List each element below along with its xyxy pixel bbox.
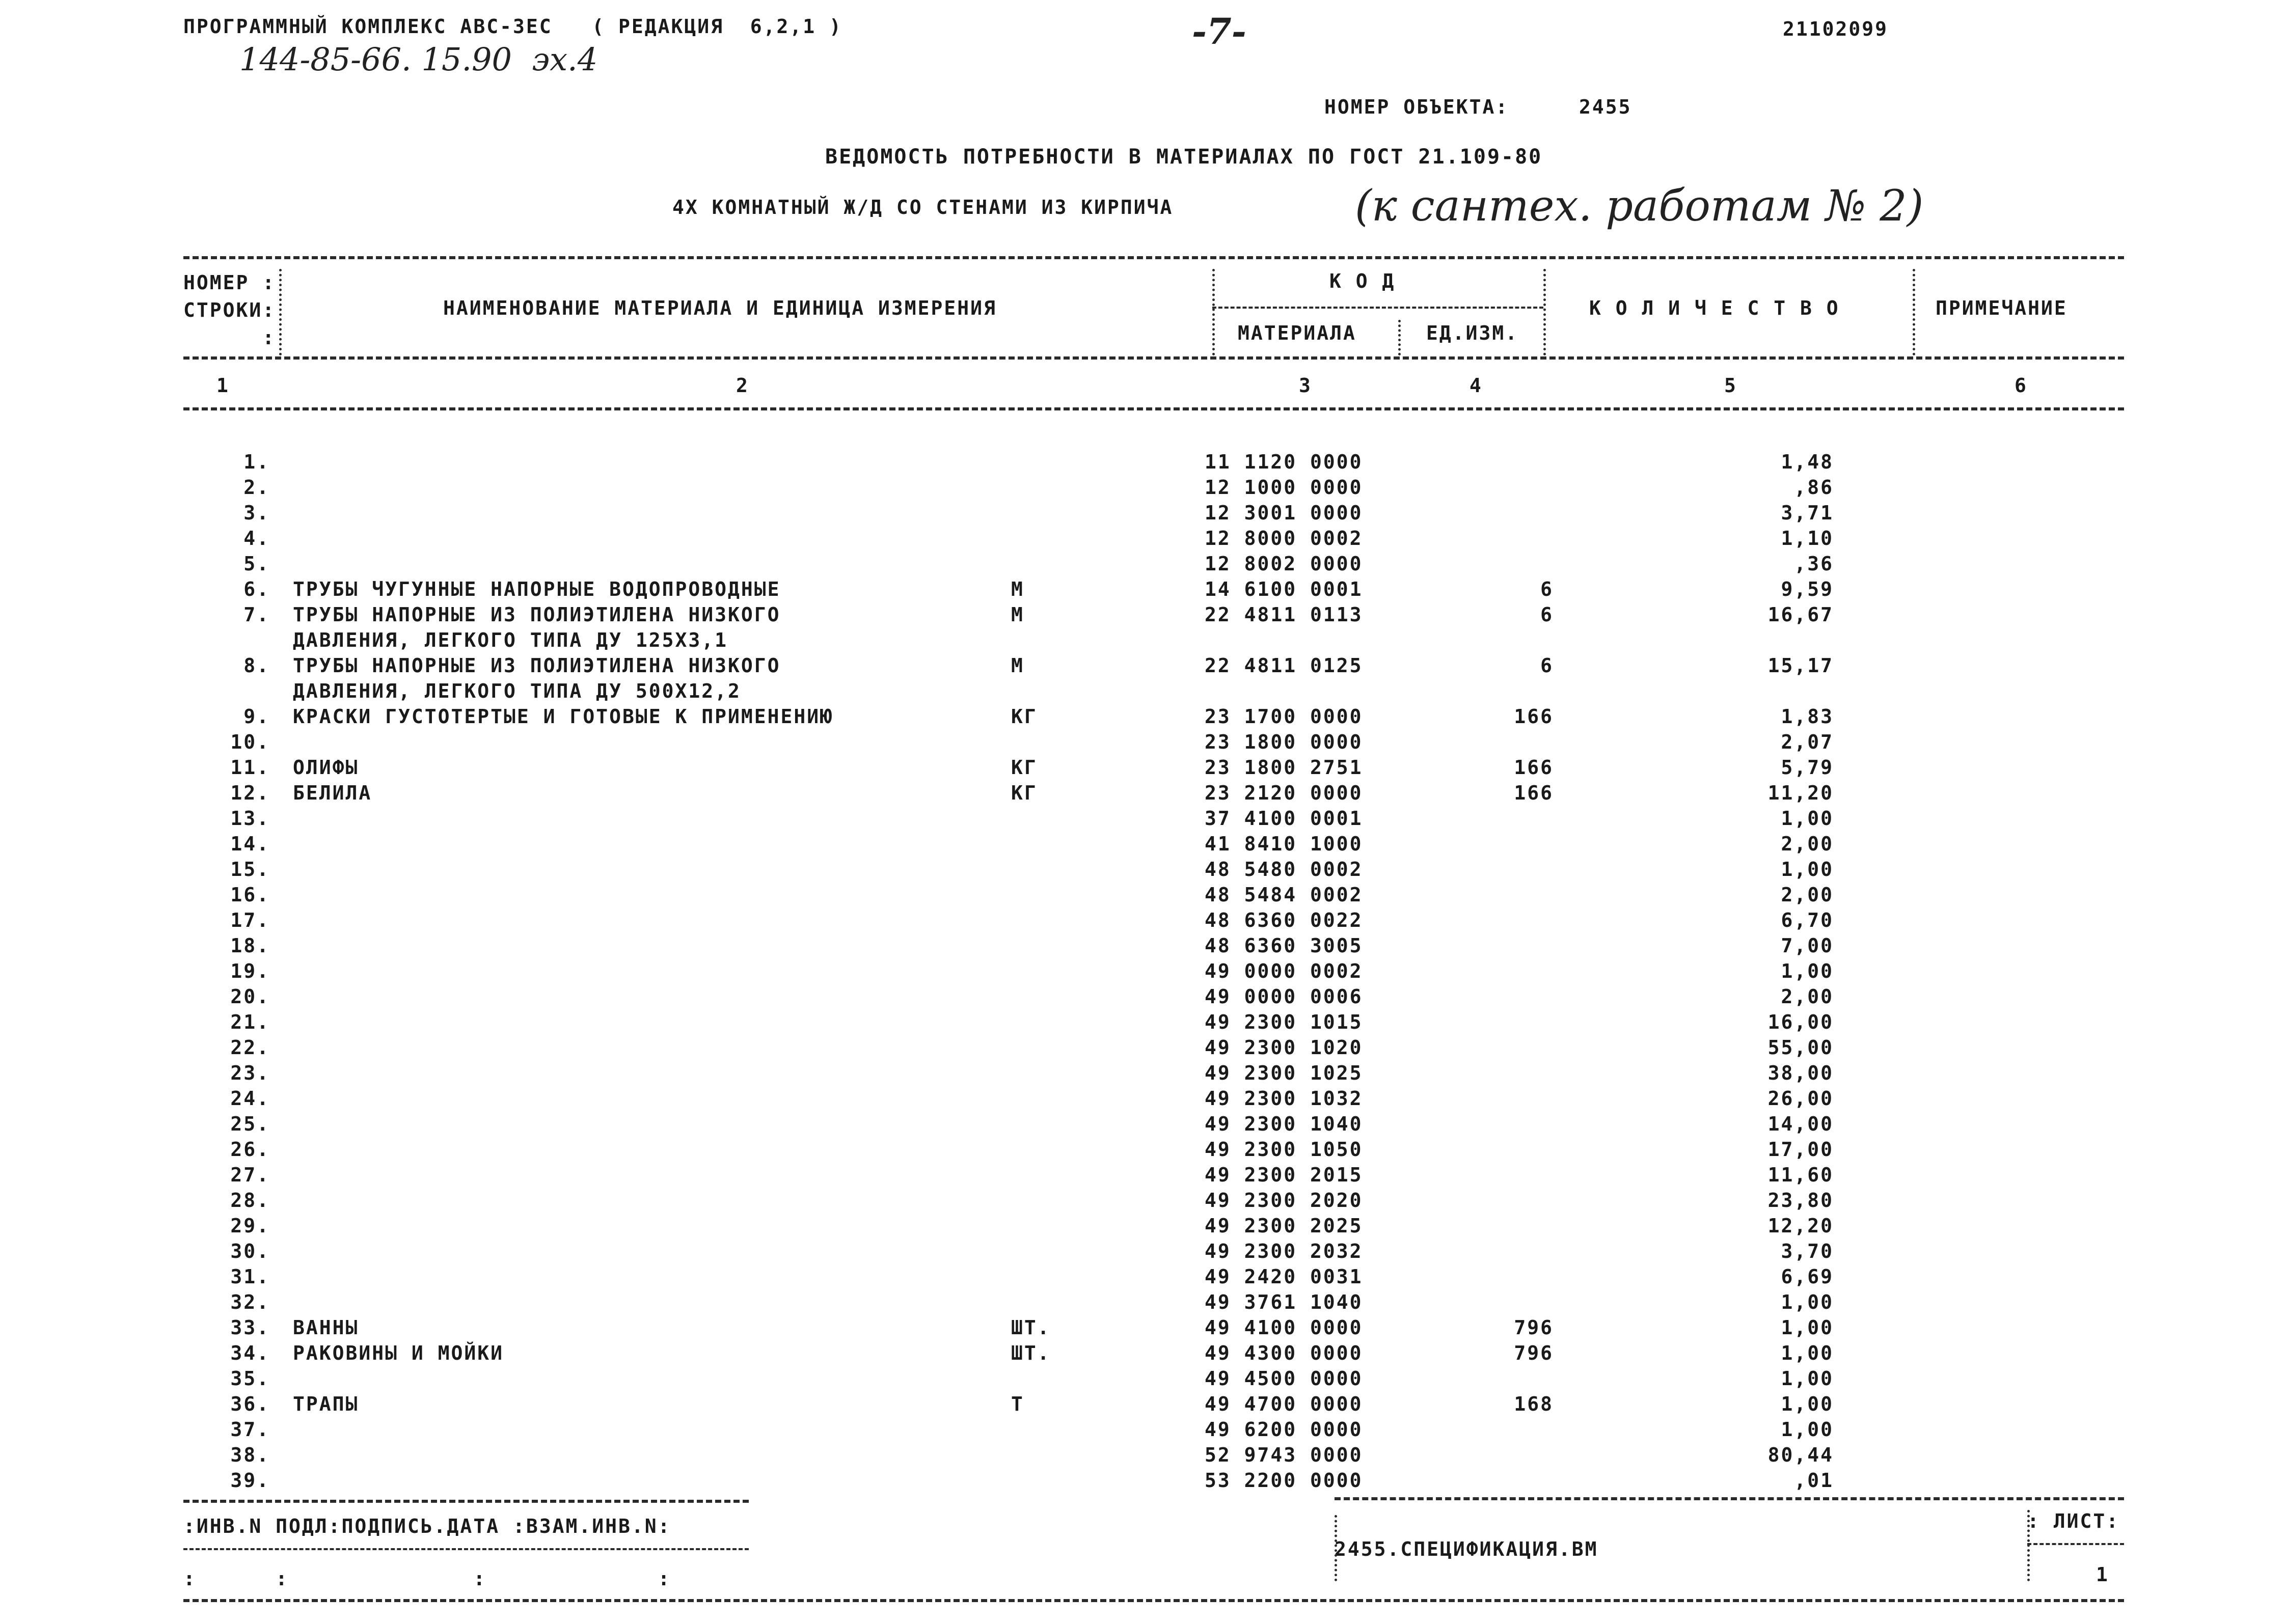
- document-code: 21102099: [1783, 18, 1889, 40]
- material-code: 23 1700 0000: [1205, 705, 1363, 728]
- col-number-1: 1: [216, 374, 230, 397]
- col-sep-code: [1398, 320, 1401, 355]
- sheet-label: : ЛИСТ:: [2027, 1510, 2120, 1532]
- material-code: 49 3761 1040: [1205, 1291, 1363, 1313]
- quantity: 1,00: [1781, 1316, 1834, 1339]
- row-number: 26.: [230, 1138, 270, 1161]
- quantity: 16,67: [1767, 603, 1834, 626]
- table-row: [0, 1342, 2286, 1367]
- quantity: 6,70: [1781, 909, 1834, 931]
- material-code: 49 4700 0000: [1205, 1393, 1363, 1415]
- unit-code: 6: [1540, 578, 1554, 600]
- table-row: [0, 1291, 2286, 1316]
- unit: КГ: [1011, 705, 1038, 728]
- unit-code: 166: [1514, 705, 1554, 728]
- table-top-rule: [183, 256, 2124, 259]
- material-code: 49 2300 2025: [1205, 1215, 1363, 1237]
- row-number: 31.: [230, 1265, 270, 1288]
- quantity: 1,10: [1781, 527, 1834, 549]
- table-row: [0, 1087, 2286, 1113]
- quantity: 11,20: [1767, 782, 1834, 804]
- row-number: 16.: [230, 884, 270, 906]
- unit: М: [1011, 654, 1024, 677]
- material-name-continued: ДАВЛЕНИЯ, ЛЕГКОГО ТИПА ДУ 500Х12,2: [293, 680, 741, 702]
- quantity: ,36: [1794, 553, 1834, 575]
- unit-code: 166: [1514, 782, 1554, 804]
- row-number: 6.: [243, 578, 270, 600]
- table-row: [0, 807, 2286, 833]
- material-code: 49 2300 2020: [1205, 1189, 1363, 1212]
- program-line: ПРОГРАММНЫЙ КОМПЛЕКС АВС-3ЕС ( РЕДАКЦИЯ 6,2,1 ): [183, 15, 842, 38]
- material-code: 49 2300 1032: [1205, 1087, 1363, 1110]
- table-bottom-rule: [1335, 1497, 2124, 1500]
- quantity: 2,00: [1781, 985, 1834, 1008]
- page-mark: -7-: [1192, 10, 1246, 52]
- row-number: 19.: [230, 960, 270, 982]
- quantity: 14,00: [1767, 1113, 1834, 1135]
- row-number: 28.: [230, 1189, 270, 1212]
- row-number: 21.: [230, 1011, 270, 1033]
- row-number: 12.: [230, 782, 270, 804]
- handwritten-note: (к сантех. работам № 2): [1355, 181, 1924, 231]
- row-number: 37.: [230, 1418, 270, 1441]
- quantity: 1,00: [1781, 807, 1834, 830]
- material-code: 49 2300 1040: [1205, 1113, 1363, 1135]
- table-row: [0, 960, 2286, 985]
- unit: КГ: [1011, 782, 1038, 804]
- unit-code: 6: [1540, 603, 1554, 626]
- row-number: 13.: [230, 807, 270, 830]
- material-code: 12 8002 0000: [1205, 553, 1363, 575]
- quantity: 1,00: [1781, 1367, 1834, 1390]
- quantity: ,01: [1794, 1469, 1834, 1492]
- row-number: 4.: [243, 527, 270, 549]
- table-row: [0, 603, 2286, 651]
- material-code: 37 4100 0001: [1205, 807, 1363, 830]
- quantity: 1,83: [1781, 705, 1834, 728]
- header-rule: [183, 356, 2124, 360]
- table-row: [0, 833, 2286, 858]
- quantity: 3,70: [1781, 1240, 1834, 1262]
- row-number: 32.: [230, 1291, 270, 1313]
- material-code: 52 9743 0000: [1205, 1444, 1363, 1466]
- quantity: 3,71: [1781, 502, 1834, 524]
- material-code: 49 2300 1050: [1205, 1138, 1363, 1161]
- unit-code: 796: [1514, 1316, 1554, 1339]
- header-code: К О Д: [1329, 270, 1396, 292]
- code-subheader-rule: [1212, 307, 1543, 309]
- row-number: 29.: [230, 1215, 270, 1237]
- quantity: 7,00: [1781, 934, 1834, 957]
- unit-code: 6: [1540, 654, 1554, 677]
- quantity: 9,59: [1781, 578, 1834, 600]
- material-name: РАКОВИНЫ И МОЙКИ: [293, 1342, 504, 1364]
- material-name: БЕЛИЛА: [293, 782, 372, 804]
- row-number: 2.: [243, 476, 270, 499]
- table-row: [0, 909, 2286, 934]
- material-code: 49 2300 2015: [1205, 1164, 1363, 1186]
- sheet-rule: [2027, 1543, 2124, 1545]
- col-sep-4: [1913, 269, 1915, 355]
- table-row: [0, 731, 2286, 756]
- table-row: [0, 1265, 2286, 1291]
- quantity: 16,00: [1767, 1011, 1834, 1033]
- quantity: 6,69: [1781, 1265, 1834, 1288]
- material-code: 23 2120 0000: [1205, 782, 1363, 804]
- row-number: 24.: [230, 1087, 270, 1110]
- row-number: 23.: [230, 1062, 270, 1084]
- col-number-3: 3: [1299, 374, 1312, 397]
- row-number: 38.: [230, 1444, 270, 1466]
- material-code: 49 2300 1015: [1205, 1011, 1363, 1033]
- table-row: [0, 1367, 2286, 1393]
- quantity: 1,00: [1781, 1418, 1834, 1441]
- table-row: [0, 1418, 2286, 1444]
- material-code: 48 5480 0002: [1205, 858, 1363, 880]
- table-row: [0, 782, 2286, 807]
- quantity: 11,60: [1767, 1164, 1834, 1186]
- material-code: 49 6200 0000: [1205, 1418, 1363, 1441]
- material-code: 49 2300 2032: [1205, 1240, 1363, 1262]
- table-row: [0, 502, 2286, 527]
- quantity: 80,44: [1767, 1444, 1834, 1466]
- quantity: 1,00: [1781, 1291, 1834, 1313]
- row-number: 25.: [230, 1113, 270, 1135]
- material-name-continued: ДАВЛЕНИЯ, ЛЕГКОГО ТИПА ДУ 125Х3,1: [293, 629, 728, 651]
- row-number: 8.: [243, 654, 270, 677]
- unit-code: 796: [1514, 1342, 1554, 1364]
- table-row: [0, 1062, 2286, 1087]
- quantity: 38,00: [1767, 1062, 1834, 1084]
- quantity: 1,00: [1781, 960, 1834, 982]
- header-note: ПРИМЕЧАНИЕ: [1936, 297, 2067, 319]
- unit: Т: [1011, 1393, 1024, 1415]
- row-number: 15.: [230, 858, 270, 880]
- col-number-4: 4: [1469, 374, 1483, 397]
- material-code: 53 2200 0000: [1205, 1469, 1363, 1492]
- quantity: 1,00: [1781, 858, 1834, 880]
- material-code: 12 1000 0000: [1205, 476, 1363, 499]
- page-bottom-rule: [183, 1599, 2124, 1602]
- header-code-unit: ЕД.ИЗМ.: [1426, 322, 1519, 344]
- table-row: [0, 1393, 2286, 1418]
- unit-code: 166: [1514, 756, 1554, 779]
- material-name: ТРАПЫ: [293, 1393, 359, 1415]
- table-row: [0, 654, 2286, 702]
- table-row: [0, 553, 2286, 578]
- handwritten-reference: 144-85-66. 15.90 эх.4: [239, 41, 598, 78]
- material-code: 22 4811 0125: [1205, 654, 1363, 677]
- material-code: 12 3001 0000: [1205, 502, 1363, 524]
- table-row: [0, 1113, 2286, 1138]
- col-sep-3: [1543, 269, 1546, 355]
- row-number: 7.: [243, 603, 270, 626]
- col-number-6: 6: [2015, 374, 2028, 397]
- material-code: 49 4500 0000: [1205, 1367, 1363, 1390]
- table-row: [0, 578, 2286, 603]
- material-code: 41 8410 1000: [1205, 833, 1363, 855]
- stamp-header: :ИНВ.N ПОДЛ:ПОДПИСЬ.ДАТА :ВЗАМ.ИНВ.N:: [183, 1515, 671, 1537]
- row-number: 14.: [230, 833, 270, 855]
- col-number-2: 2: [736, 374, 749, 397]
- table-row: [0, 934, 2286, 960]
- column-number-rule: [183, 407, 2124, 410]
- stamp-left-border: [1335, 1515, 1337, 1581]
- quantity: 2,00: [1781, 833, 1834, 855]
- quantity: 26,00: [1767, 1087, 1834, 1110]
- material-code: 48 5484 0002: [1205, 884, 1363, 906]
- material-code: 23 1800 0000: [1205, 731, 1363, 753]
- header-row-number: НОМЕР : СТРОКИ: :: [183, 271, 276, 349]
- table-row: [0, 476, 2286, 502]
- quantity: 1,48: [1781, 451, 1834, 473]
- object-number-label: НОМЕР ОБЪЕКТА:: [1324, 96, 1509, 118]
- table-row: [0, 527, 2286, 553]
- row-number: 30.: [230, 1240, 270, 1262]
- sheet-number: 1: [2096, 1563, 2109, 1586]
- material-code: 12 8000 0002: [1205, 527, 1363, 549]
- row-number: 35.: [230, 1367, 270, 1390]
- unit: ШТ.: [1011, 1342, 1051, 1364]
- material-name: КРАСКИ ГУСТОТЕРТЫЕ И ГОТОВЫЕ К ПРИМЕНЕНИЮ: [293, 705, 833, 728]
- document-subtitle: 4Х КОМНАТНЫЙ Ж/Д СО СТЕНАМИ ИЗ КИРПИЧА: [672, 196, 1174, 218]
- table-row: [0, 858, 2286, 884]
- material-name: ОЛИФЫ: [293, 756, 359, 779]
- table-row: [0, 1138, 2286, 1164]
- row-number: 36.: [230, 1393, 270, 1415]
- quantity: 5,79: [1781, 756, 1834, 779]
- material-name: ТРУБЫ ЧУГУННЫЕ НАПОРНЫЕ ВОДОПРОВОДНЫЕ: [293, 578, 781, 600]
- table-row: [0, 705, 2286, 731]
- row-number: 27.: [230, 1164, 270, 1186]
- sheet-left-border: [2027, 1510, 2030, 1581]
- col-number-5: 5: [1724, 374, 1737, 397]
- file-reference: 2455.СПЕЦИФИКАЦИЯ.ВМ: [1335, 1538, 1598, 1560]
- quantity: 1,00: [1781, 1393, 1834, 1415]
- quantity: 2,07: [1781, 731, 1834, 753]
- material-code: 49 2420 0031: [1205, 1265, 1363, 1288]
- row-number: 3.: [243, 502, 270, 524]
- row-number: 20.: [230, 985, 270, 1008]
- table-row: [0, 1444, 2286, 1469]
- table-row: [0, 985, 2286, 1011]
- material-code: 49 4100 0000: [1205, 1316, 1363, 1339]
- material-code: 48 6360 0022: [1205, 909, 1363, 931]
- table-row: [0, 1011, 2286, 1036]
- row-number: 11.: [230, 756, 270, 779]
- table-row: [0, 451, 2286, 476]
- material-code: 48 6360 3005: [1205, 934, 1363, 957]
- table-row: [0, 1215, 2286, 1240]
- material-code: 49 0000 0002: [1205, 960, 1363, 982]
- material-code: 23 1800 2751: [1205, 756, 1363, 779]
- row-number: 17.: [230, 909, 270, 931]
- table-row: [0, 1240, 2286, 1265]
- material-code: 49 4300 0000: [1205, 1342, 1363, 1364]
- quantity: 2,00: [1781, 884, 1834, 906]
- header-code-material: МАТЕРИАЛА: [1238, 322, 1356, 344]
- stamp-cells: : : : :: [183, 1567, 671, 1590]
- material-code: 49 2300 1020: [1205, 1036, 1363, 1059]
- row-number: 5.: [243, 553, 270, 575]
- table-row: [0, 1316, 2286, 1342]
- material-code: 49 0000 0006: [1205, 985, 1363, 1008]
- unit-code: 168: [1514, 1393, 1554, 1415]
- material-code: 14 6100 0001: [1205, 578, 1363, 600]
- quantity: 55,00: [1767, 1036, 1834, 1059]
- unit: М: [1011, 578, 1024, 600]
- stamp-top-rule: [183, 1500, 749, 1503]
- table-row: [0, 1469, 2286, 1495]
- material-code: 22 4811 0113: [1205, 603, 1363, 626]
- material-name: ТРУБЫ НАПОРНЫЕ ИЗ ПОЛИЭТИЛЕНА НИЗКОГО: [293, 603, 781, 626]
- header-material-name: НАИМЕНОВАНИЕ МАТЕРИАЛА И ЕДИНИЦА ИЗМЕРЕНИЯ: [443, 297, 997, 319]
- col-sep-1: [279, 269, 282, 355]
- table-row: [0, 756, 2286, 782]
- quantity: 17,00: [1767, 1138, 1834, 1161]
- row-number: 9.: [243, 705, 270, 728]
- row-number: 22.: [230, 1036, 270, 1059]
- unit: М: [1011, 603, 1024, 626]
- header-quantity: К О Л И Ч Е С Т В О: [1589, 297, 1840, 319]
- material-code: 49 2300 1025: [1205, 1062, 1363, 1084]
- quantity: 1,00: [1781, 1342, 1834, 1364]
- quantity: 12,20: [1767, 1215, 1834, 1237]
- table-row: [0, 1036, 2286, 1062]
- unit: КГ: [1011, 756, 1038, 779]
- material-name: ТРУБЫ НАПОРНЫЕ ИЗ ПОЛИЭТИЛЕНА НИЗКОГО: [293, 654, 781, 677]
- table-row: [0, 884, 2286, 909]
- unit: ШТ.: [1011, 1316, 1051, 1339]
- material-name: ВАННЫ: [293, 1316, 359, 1339]
- material-code: 11 1120 0000: [1205, 451, 1363, 473]
- object-number: 2455: [1579, 96, 1632, 118]
- col-sep-2: [1212, 269, 1215, 355]
- document-title: ВЕДОМОСТЬ ПОТРЕБНОСТИ В МАТЕРИАЛАХ ПО ГОСТ 21.109-80: [825, 145, 1543, 169]
- table-row: [0, 1164, 2286, 1189]
- stamp-middle-rule: [183, 1548, 749, 1550]
- row-number: 34.: [230, 1342, 270, 1364]
- row-number: 10.: [230, 731, 270, 753]
- quantity: 23,80: [1767, 1189, 1834, 1212]
- row-number: 1.: [243, 451, 270, 473]
- quantity: 15,17: [1767, 654, 1834, 677]
- quantity: ,86: [1794, 476, 1834, 499]
- table-row: [0, 1189, 2286, 1215]
- row-number: 39.: [230, 1469, 270, 1492]
- row-number: 33.: [230, 1316, 270, 1339]
- row-number: 18.: [230, 934, 270, 957]
